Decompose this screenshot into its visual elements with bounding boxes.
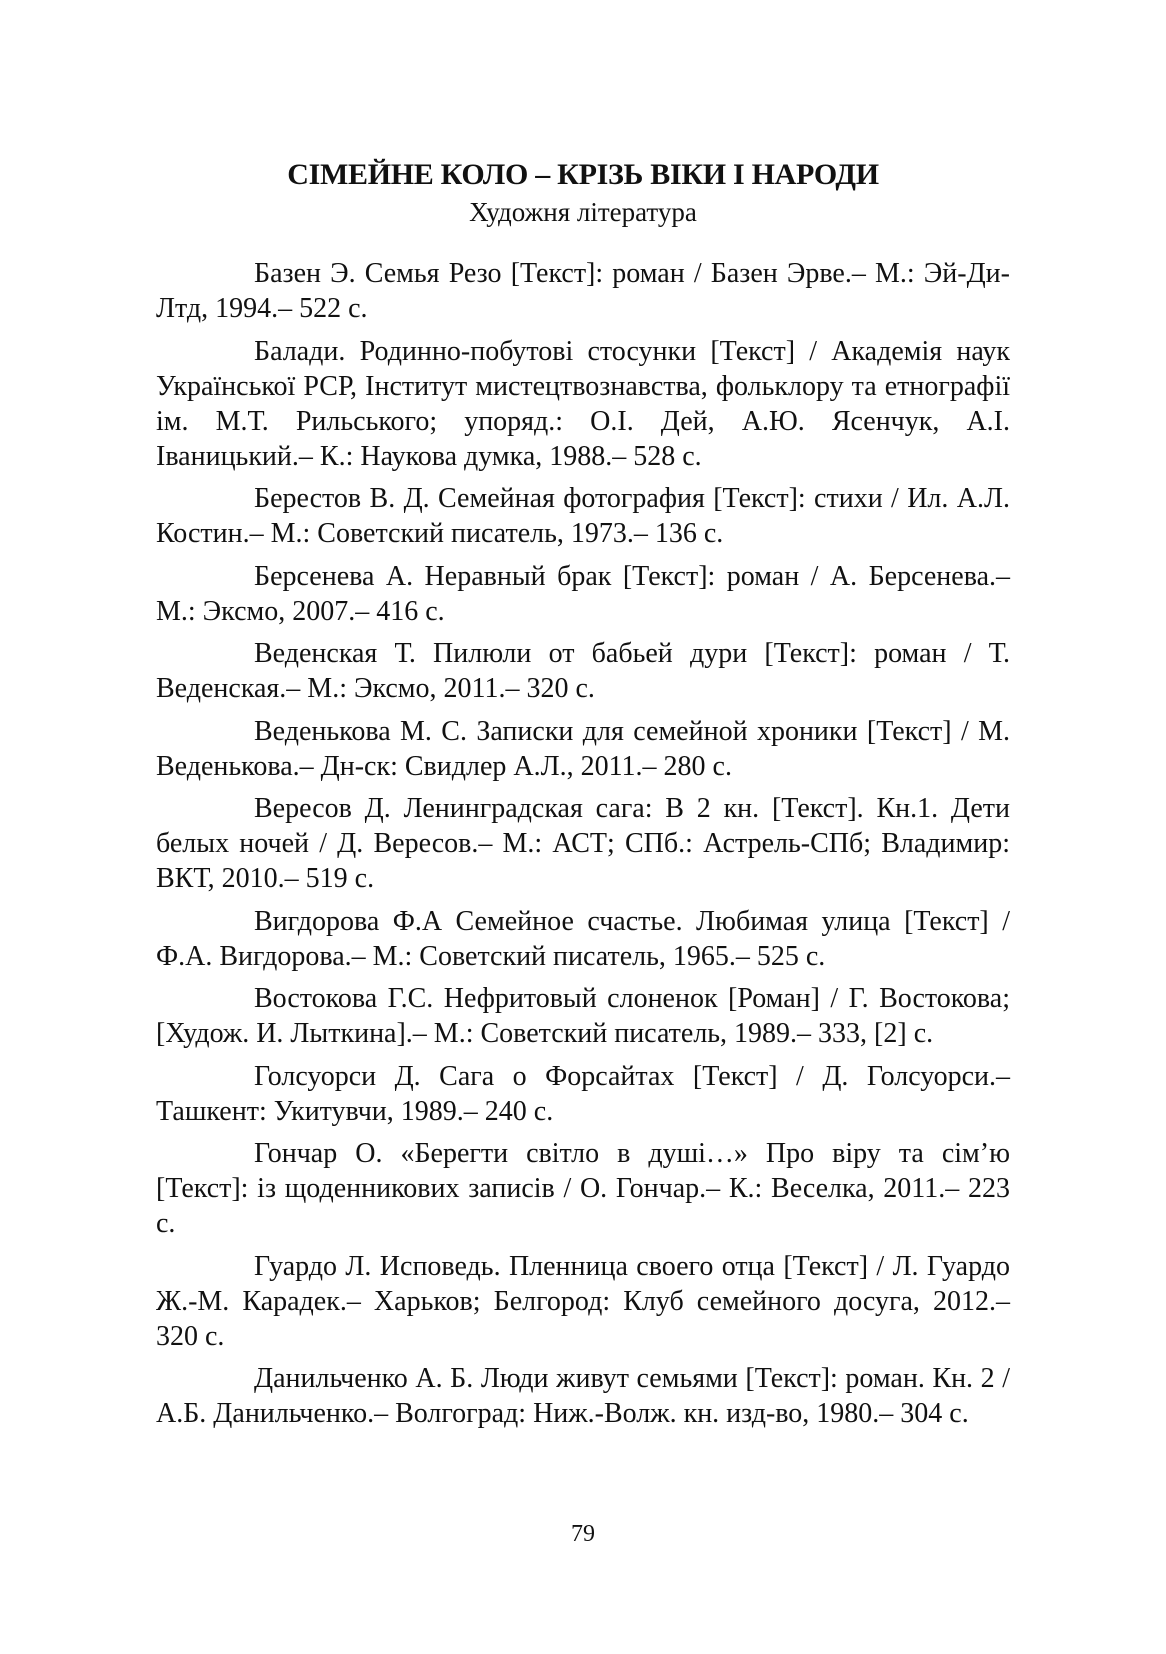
bibliography-entry: Балади. Родинно-побутові стосунки [Текст] / Академія наук Української РСР, Інститут мистецтвознавства, фольклору та етнографії ім. М.Т. Рильського; упоряд.: О.І. Дей, А.Ю. Ясенчук, А.І. Іваницький.– К.: Наукова думка, 1988.– 528 с. xyxy=(156,335,1010,472)
bibliography-entry: Вигдорова Ф.А Семейное счастье. Любимая улица [Текст] / Ф.А. Вигдорова.– М.: Советский писатель, 1965.– 525 с. xyxy=(156,905,1010,972)
bibliography-entry: Вересов Д. Ленинградская сага: В 2 кн. [Текст]. Кн.1. Дети белых ночей / Д. Вересов.– М.: АСТ; СПб.: Астрель-СПб; Владимир: ВКТ, 2010.– 519 с. xyxy=(156,793,1010,894)
bibliography-entry: Берестов В. Д. Семейная фотография [Текст]: стихи / Ил. А.Л. Костин.– М.: Советский писатель, 1973.– 136 с. xyxy=(156,483,1010,549)
bibliography-entry: Гуардо Л. Исповедь. Пленница своего отца [Текст] / Л. Гуардо Ж.-М. Карадек.– Харьков; Белгород: Клуб семейного досуга, 2012.– 320 с. xyxy=(156,1250,1010,1352)
bibliography-entry: Базен Э. Семья Резо [Текст]: роман / Базен Эрве.– М.: Эй-Ди-Лтд, 1994.– 522 с. xyxy=(156,258,1010,324)
page-number: 79 xyxy=(571,1521,595,1547)
bibliography-entry: Веденькова М. С. Записки для семейной хроники [Текст] / М. Веденькова.– Дн-ск: Свидлер А.Л., 2011.– 280 с. xyxy=(156,715,1010,782)
bibliography-entry: Веденская Т. Пилюли от бабьей дури [Текст]: роман / Т. Веденская.– М.: Эксмо, 2011.– 320 с. xyxy=(156,638,1010,704)
bibliography-entry: Востокова Г.С. Нефритовый слоненок [Роман] / Г. Востокова; [Худож. И. Лыткина].– М.: Советский писатель, 1989.– 333, [2] с. xyxy=(156,983,1010,1049)
bibliography-list xyxy=(156,256,1010,1439)
bibliography-entry: Данильченко А. Б. Люди живут семьями [Текст]: роман. Кн. 2 / А.Б. Данильченко.– Волгоград: Ниж.-Волж. кн. изд-во, 1980.– 304 с. xyxy=(156,1363,1010,1429)
section-subtitle: Художня література xyxy=(469,197,697,227)
bibliography-entry: Голсуорси Д. Сага о Форсайтах [Текст] / Д. Голсуорси.– Ташкент: Укитувчи, 1989.– 240 с. xyxy=(156,1060,1010,1127)
bibliography-entry: Гончар О. «Берегти світло в душі…» Про віру та сім’ю [Текст]: із щоденникових записів / О. Гончар.– К.: Веселка, 2011.– 223 с. xyxy=(156,1138,1010,1239)
section-title: СІМЕЙНЕ КОЛО – КРІЗЬ ВІКИ І НАРОДИ xyxy=(287,158,879,191)
bibliography-entry: Берсенева А. Неравный брак [Текст]: роман / А. Берсенева.– М.: Эксмо, 2007.– 416 с. xyxy=(156,560,1010,627)
